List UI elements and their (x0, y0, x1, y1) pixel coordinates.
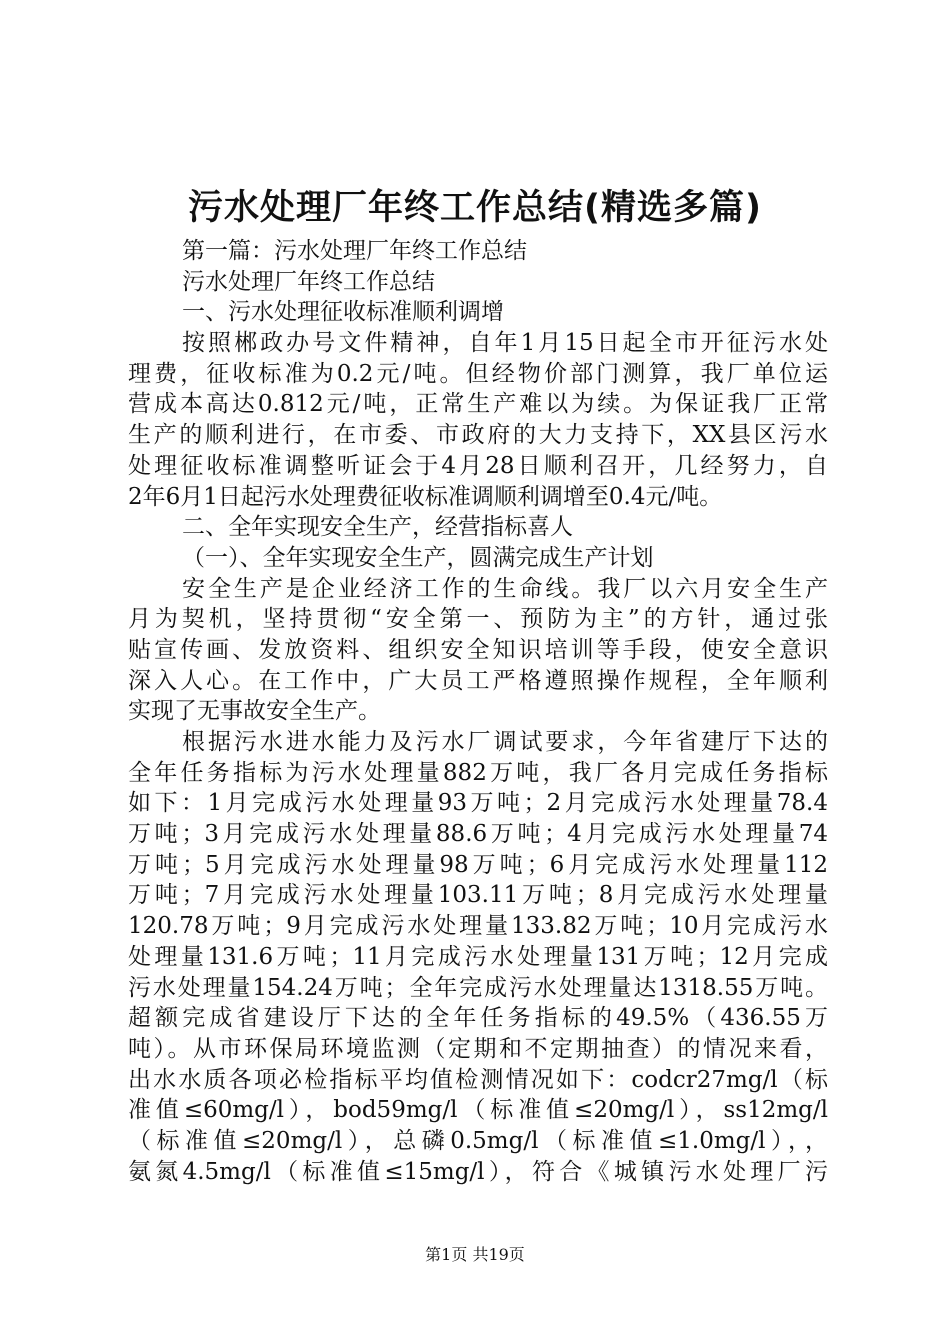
paragraph-line: 按照郴政办号文件精神，自年1月15日起全市开征污水处 (182, 330, 828, 357)
document-body (128, 236, 828, 1187)
paragraph-line: 2年6月1日起污水处理费征收标准调顺利调增至0.4元/吨。 (128, 483, 723, 510)
paragraph-line: 处理征收标准调整听证会于4月28日顺利召开，几经努力，自 (128, 452, 828, 479)
paragraph-line: 理费，征收标准为0.2元/吨。但经物价部门测算，我厂单位运 (128, 360, 828, 387)
paragraph-line: 120.78万吨；9月完成污水处理量133.82万吨；10月完成污水 (128, 913, 828, 940)
paragraph-line: （标准值≤20mg/l），总磷0.5mg/l（标准值≤1.0mg/l），， (128, 1127, 828, 1154)
paragraph-line: 安全生产是企业经济工作的生命线。我厂以六月安全生产 (182, 575, 828, 602)
paragraph-line: 吨）。从市环保局环境监测（定期和不定期抽查）的情况来看， (128, 1035, 828, 1062)
paragraph-line: 万吨；3月完成污水处理量88.6万吨；4月完成污水处理量74 (128, 821, 828, 848)
paragraph-line: 营成本高达0.812元/吨，正常生产难以为续。为保证我厂正常 (128, 391, 828, 418)
document-title: 污水处理厂年终工作总结(精选多篇) (188, 188, 762, 228)
paragraph-line: 贴宣传画、发放资料、组织安全知识培训等手段，使安全意识 (128, 636, 828, 663)
paragraph-line: 氨氮4.5mg/l（标准值≤15mg/l），符合《城镇污水处理厂污 (128, 1158, 828, 1185)
paragraph-line: 根据污水进水能力及污水厂调试要求，今年省建厅下达的 (182, 729, 828, 755)
paragraph-line: 如下：1月完成污水处理量93万吨；2月完成污水处理量78.4 (128, 790, 828, 817)
paragraph-line: 实现了无事故安全生产。 (128, 698, 381, 725)
paragraph-line: 准值≤60mg/l），bod59mg/l（标准值≤20mg/l），ss12mg/l (128, 1097, 828, 1124)
paragraph-line: 全年任务指标为污水处理量882万吨，我厂各月完成任务指标 (128, 759, 828, 786)
paragraph-line: 月为契机，坚持贯彻“安全第一、预防为主”的方针，通过张 (128, 606, 828, 633)
paragraph-line: 万吨；7月完成污水处理量103.11万吨；8月完成污水处理量 (128, 882, 828, 909)
section-heading: 第一篇：污水处理厂年终工作总结 (182, 238, 527, 264)
section-subheading: 污水处理厂年终工作总结 (182, 268, 435, 295)
paragraph-line: 处理量131.6万吨；11月完成污水处理量131万吨；12月完成 (128, 943, 828, 970)
section-heading: 一、污水处理征收标准顺利调增 (182, 299, 504, 326)
paragraph-line: 污水处理量154.24万吨；全年完成污水处理量达1318.55万吨。 (128, 974, 828, 1001)
section-subheading: （一）、全年实现安全生产，圆满完成生产计划 (182, 544, 654, 571)
page-number: 第1页 共19页 (425, 1245, 525, 1264)
paragraph-line: 生产的顺利进行，在市委、市政府的大力支持下，XX县区污水 (128, 422, 828, 449)
paragraph-line: 出水水质各项必检指标平均值检测情况如下：codcr27mg/l（标 (128, 1066, 828, 1093)
paragraph-line: 深入人心。在工作中，广大员工严格遵照操作规程，全年顺利 (128, 667, 828, 694)
paragraph-line: 超额完成省建设厅下达的全年任务指标的49.5%（436.55万 (128, 1005, 828, 1032)
section-heading: 二、全年实现安全生产，经营指标喜人 (182, 514, 573, 541)
paragraph-line: 万吨；5月完成污水处理量98万吨；6月完成污水处理量112 (128, 851, 828, 878)
